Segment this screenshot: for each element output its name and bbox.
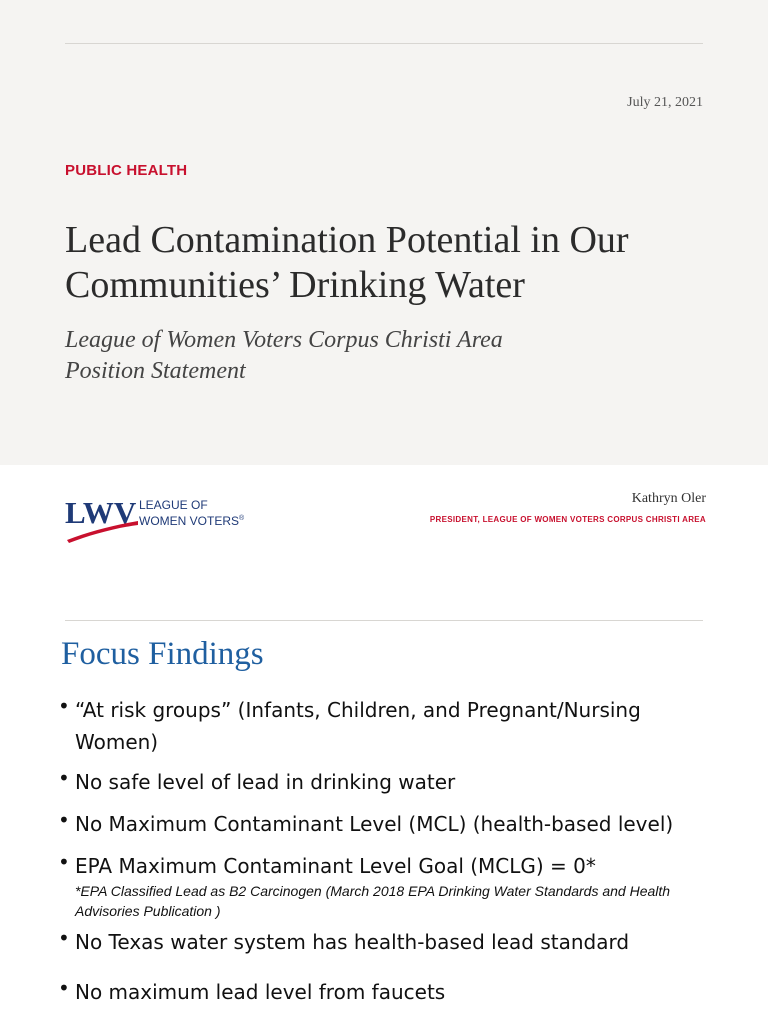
bullet-icon: •: [58, 976, 70, 1000]
list-item: [58, 694, 718, 758]
list-item-text: EPA Maximum Contaminant Level Goal (MCLG) = 0*: [75, 854, 596, 878]
registered-mark: ®: [239, 515, 245, 522]
category-label[interactable]: PUBLIC HEALTH: [65, 162, 188, 179]
lwv-logo[interactable]: [65, 493, 255, 545]
logo-line: LEAGUE OF: [139, 498, 208, 512]
section-heading: Focus Findings: [61, 636, 264, 672]
bullet-icon: •: [58, 808, 70, 832]
list-item: [58, 926, 718, 958]
list-item: [58, 976, 718, 1008]
author-name[interactable]: Kathryn Oler: [631, 491, 706, 506]
article-subtitle: [65, 325, 715, 387]
top-divider: [65, 43, 703, 44]
list-item-text: “At risk groups” (Infants, Children, and Pregnant/Nursing Women): [75, 698, 641, 754]
lwv-logo-mark: [65, 493, 139, 545]
logo-wordmark: [139, 499, 244, 528]
logo-mark-text: LWV: [65, 495, 137, 530]
bullet-icon: •: [58, 850, 70, 874]
subtitle-line: League of Women Voters Corpus Christi Area: [65, 327, 503, 353]
footnote: *EPA Classified Lead as B2 Carcinogen (March 2018 EPA Drinking Water Standards and Health Advisories Publication ): [75, 883, 671, 919]
list-item-text: No maximum lead level from faucets: [75, 980, 446, 1004]
section-divider: [65, 620, 703, 621]
bullet-icon: •: [58, 694, 70, 718]
logo-line-text: WOMEN VOTERS: [139, 514, 240, 528]
bullet-icon: •: [58, 926, 70, 950]
logo-line: [139, 512, 244, 528]
subtitle-line: Position Statement: [65, 358, 246, 384]
bullet-icon: •: [58, 766, 70, 790]
publish-date: July 21, 2021: [627, 95, 703, 110]
list-item-text: No safe level of lead in drinking water: [75, 770, 456, 794]
list-item: [58, 808, 718, 840]
article-title: Lead Contamination Potential in Our Communities’ Drinking Water: [65, 219, 629, 306]
list-item: [58, 766, 718, 798]
list-item: [58, 850, 718, 882]
list-item-text: No Maximum Contaminant Level (MCL) (health-based level): [75, 812, 674, 836]
author-role: PRESIDENT, LEAGUE OF WOMEN VOTERS CORPUS CHRISTI AREA: [429, 515, 706, 524]
list-item-text: No Texas water system has health-based lead standard: [75, 930, 630, 954]
article-header: [0, 0, 768, 465]
